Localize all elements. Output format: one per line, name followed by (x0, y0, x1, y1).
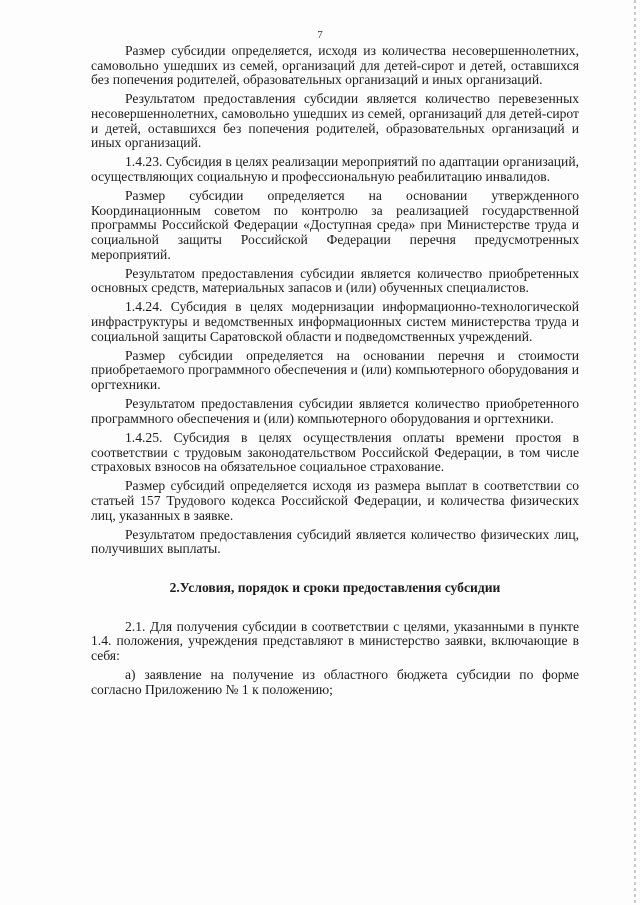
paragraph-subsidy-result-it: Результатом предоставления субсидии является количество приобретенного программного обеспечения и (или) компьютерного оборудования и оргтехники. (91, 396, 579, 426)
paragraph-clause-2-1: 2.1. Для получения субсидии в соответствии с целями, указанными в пункте 1.4. положения, учреждения представляют в министерство заявки, включающие в себя: (91, 618, 579, 663)
paragraph-subsidy-result-accessible-env: Результатом предоставления субсидии является количество приобретенных основных средств, материальных запасов и (или) обученных специалистов. (91, 265, 579, 296)
paragraph-subsidy-size-it: Размер субсидии определяется на основании перечня и стоимости приобретаемого программного обеспечения и (или) компьютерного оборудования и оргтехники. (91, 347, 579, 393)
paragraph-subsidy-size-downtime: Размер субсидий определяется исходя из размера выплат в соответствии со статьей 157 Трудового кодекса Российской Федерации, и количества физических лиц, указанных в заявке. (91, 478, 579, 523)
paragraph-clause-1-4-23: 1.4.23. Субсидия в целях реализации мероприятий по адаптации организаций, осуществляющих социальную и профессиональную реабилитацию инвалидов. (91, 154, 579, 184)
paragraph-subsidy-result-runaways: Результатом предоставления субсидии является количество перевезенных несовершеннолетних, самовольно ушедших из семей, организаций для детей-сирот и детей, оставшихся без попечения родителей, образовательных организаций и иных организаций. (91, 91, 579, 151)
paragraph-subsidy-size-accessible-env: Размер субсидии определяется на основании утвержденного Координационным советом по контролю за реализацией государственной программы Российской Федерации «Доступная среда» при Министерстве труда и социальной защиты Российской Федерации перечня предусмотренных мероприятий. (91, 188, 579, 262)
section-heading: 2.Условия, порядок и сроки предоставления субсидии (169, 579, 501, 595)
paragraph-clause-2-1-a: а) заявление на получение из областного бюджета субсидии по форме согласно Приложению № 1 к положению; (91, 666, 579, 697)
paragraph-clause-1-4-25: 1.4.25. Субсидия в целях осуществления оплаты времени простоя в соответствии с трудовым законодательством Российской Федерации, в том числе страховых взносов на обязательное социальное страхование. (91, 430, 579, 475)
paragraph-clause-1-4-24: 1.4.24. Субсидия в целях модернизации информационно-технологической инфраструктуры и ведомственных информационных систем министерства труда и социальной защиты Саратовской области и подведомственных учреждений. (91, 299, 579, 344)
paragraph-subsidy-size-runaways: Размер субсидии определяется, исходя из количества несовершеннолетних, самовольно ушедших из семей, организаций для детей-сирот и детей, оставшихся без попечения родителей, образовательных организаций и иных организаций. (91, 43, 579, 88)
scan-edge-line (634, 0, 636, 905)
paragraph-subsidy-result-downtime: Результатом предоставления субсидий является количество физических лиц, получивших выплаты. (91, 526, 579, 557)
page-number: 7 (317, 29, 323, 41)
document-body (91, 44, 579, 702)
